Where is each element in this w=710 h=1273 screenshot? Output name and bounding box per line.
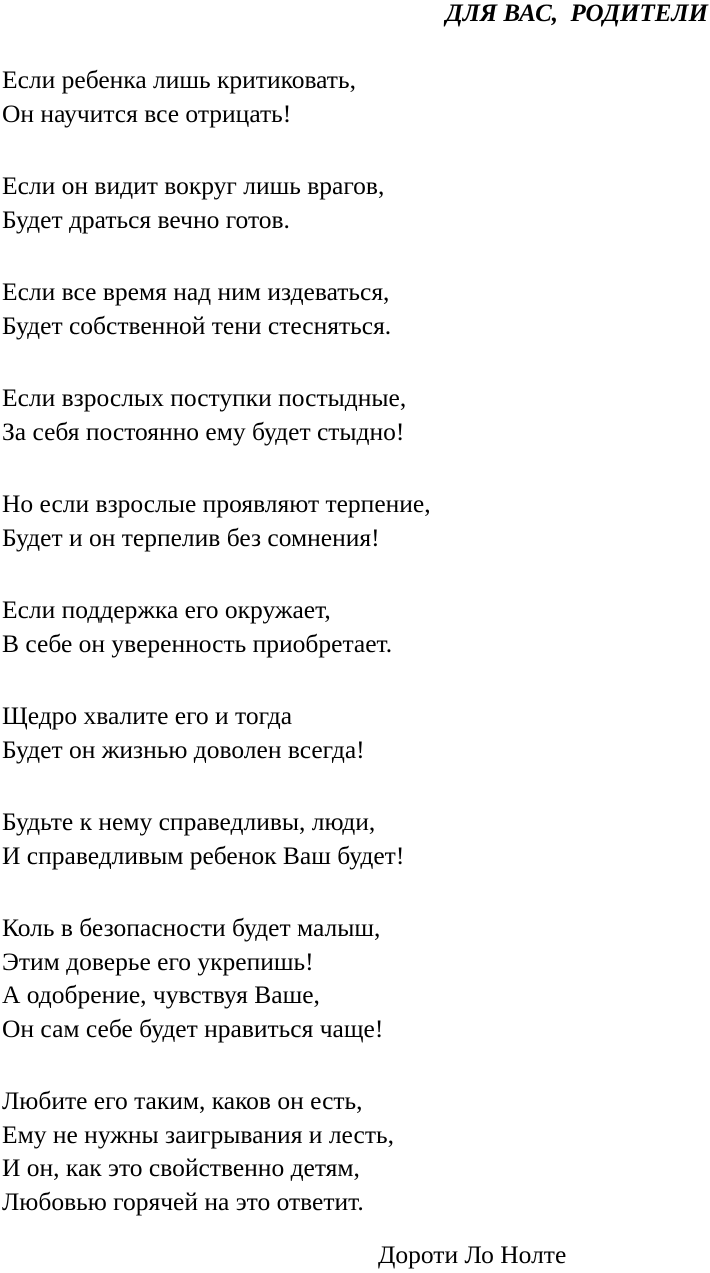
poem-line: Если все время над ним издеваться,: [2, 277, 390, 306]
poem-line: Он научится все отрицать!: [2, 98, 292, 128]
poem-line: Любовью горячей на это ответит.: [2, 1186, 364, 1216]
stanza: [2, 911, 702, 1045]
poem-line: Если поддержка его окружает,: [2, 595, 331, 624]
poem-line: За себя постоянно ему будет стыдно!: [2, 416, 405, 446]
stanza: [2, 275, 702, 342]
poem-line: Если взрослых поступки постыдные,: [2, 383, 407, 412]
author-signature: Дороти Ло Нолте: [378, 1240, 567, 1269]
poem-line: Если он видит вокруг лишь врагов,: [2, 171, 385, 200]
poem-line: Будет собственной тени стесняться.: [2, 310, 392, 340]
stanza: [2, 593, 702, 660]
poem: [2, 63, 702, 1257]
poem-line: И он, как это свойственно детям,: [2, 1153, 360, 1182]
stanza: [2, 487, 702, 554]
poem-line: Но если взрослые проявляют терпение,: [2, 489, 431, 518]
stanza: [2, 169, 702, 236]
poem-line: Будет драться вечно готов.: [2, 204, 290, 234]
poem-line: Если ребенка лишь критиковать,: [2, 65, 356, 94]
poem-line: Будет он жизнью доволен всегда!: [2, 734, 365, 764]
stanza: [2, 1084, 702, 1218]
poem-line: Он сам себе будет нравиться чаще!: [2, 1013, 384, 1043]
poem-line: Любите его таким, каков он есть,: [2, 1086, 363, 1115]
poem-line: Ему не нужны заигрывания и лесть,: [2, 1119, 394, 1149]
poem-line: А одобрение, чувствуя Ваше,: [2, 980, 320, 1009]
stanza: [2, 699, 702, 766]
stanza: [2, 805, 702, 872]
poem-line: Коль в безопасности будет малыш,: [2, 913, 381, 942]
stanza: [2, 381, 702, 448]
poem-line: Щедро хвалите его и тогда: [2, 701, 293, 730]
stanza: [2, 63, 702, 130]
poem-line: В себе он уверенность приобретает.: [2, 628, 393, 658]
page-title: ДЛЯ ВАС, РОДИТЕЛИ: [445, 0, 708, 27]
poem-line: Будьте к нему справедливы, люди,: [2, 807, 376, 836]
poem-line: Будет и он терпелив без сомнения!: [2, 522, 380, 552]
poem-line: И справедливым ребенок Ваш будет!: [2, 840, 405, 870]
poem-line: Этим доверье его укрепишь!: [2, 946, 314, 976]
